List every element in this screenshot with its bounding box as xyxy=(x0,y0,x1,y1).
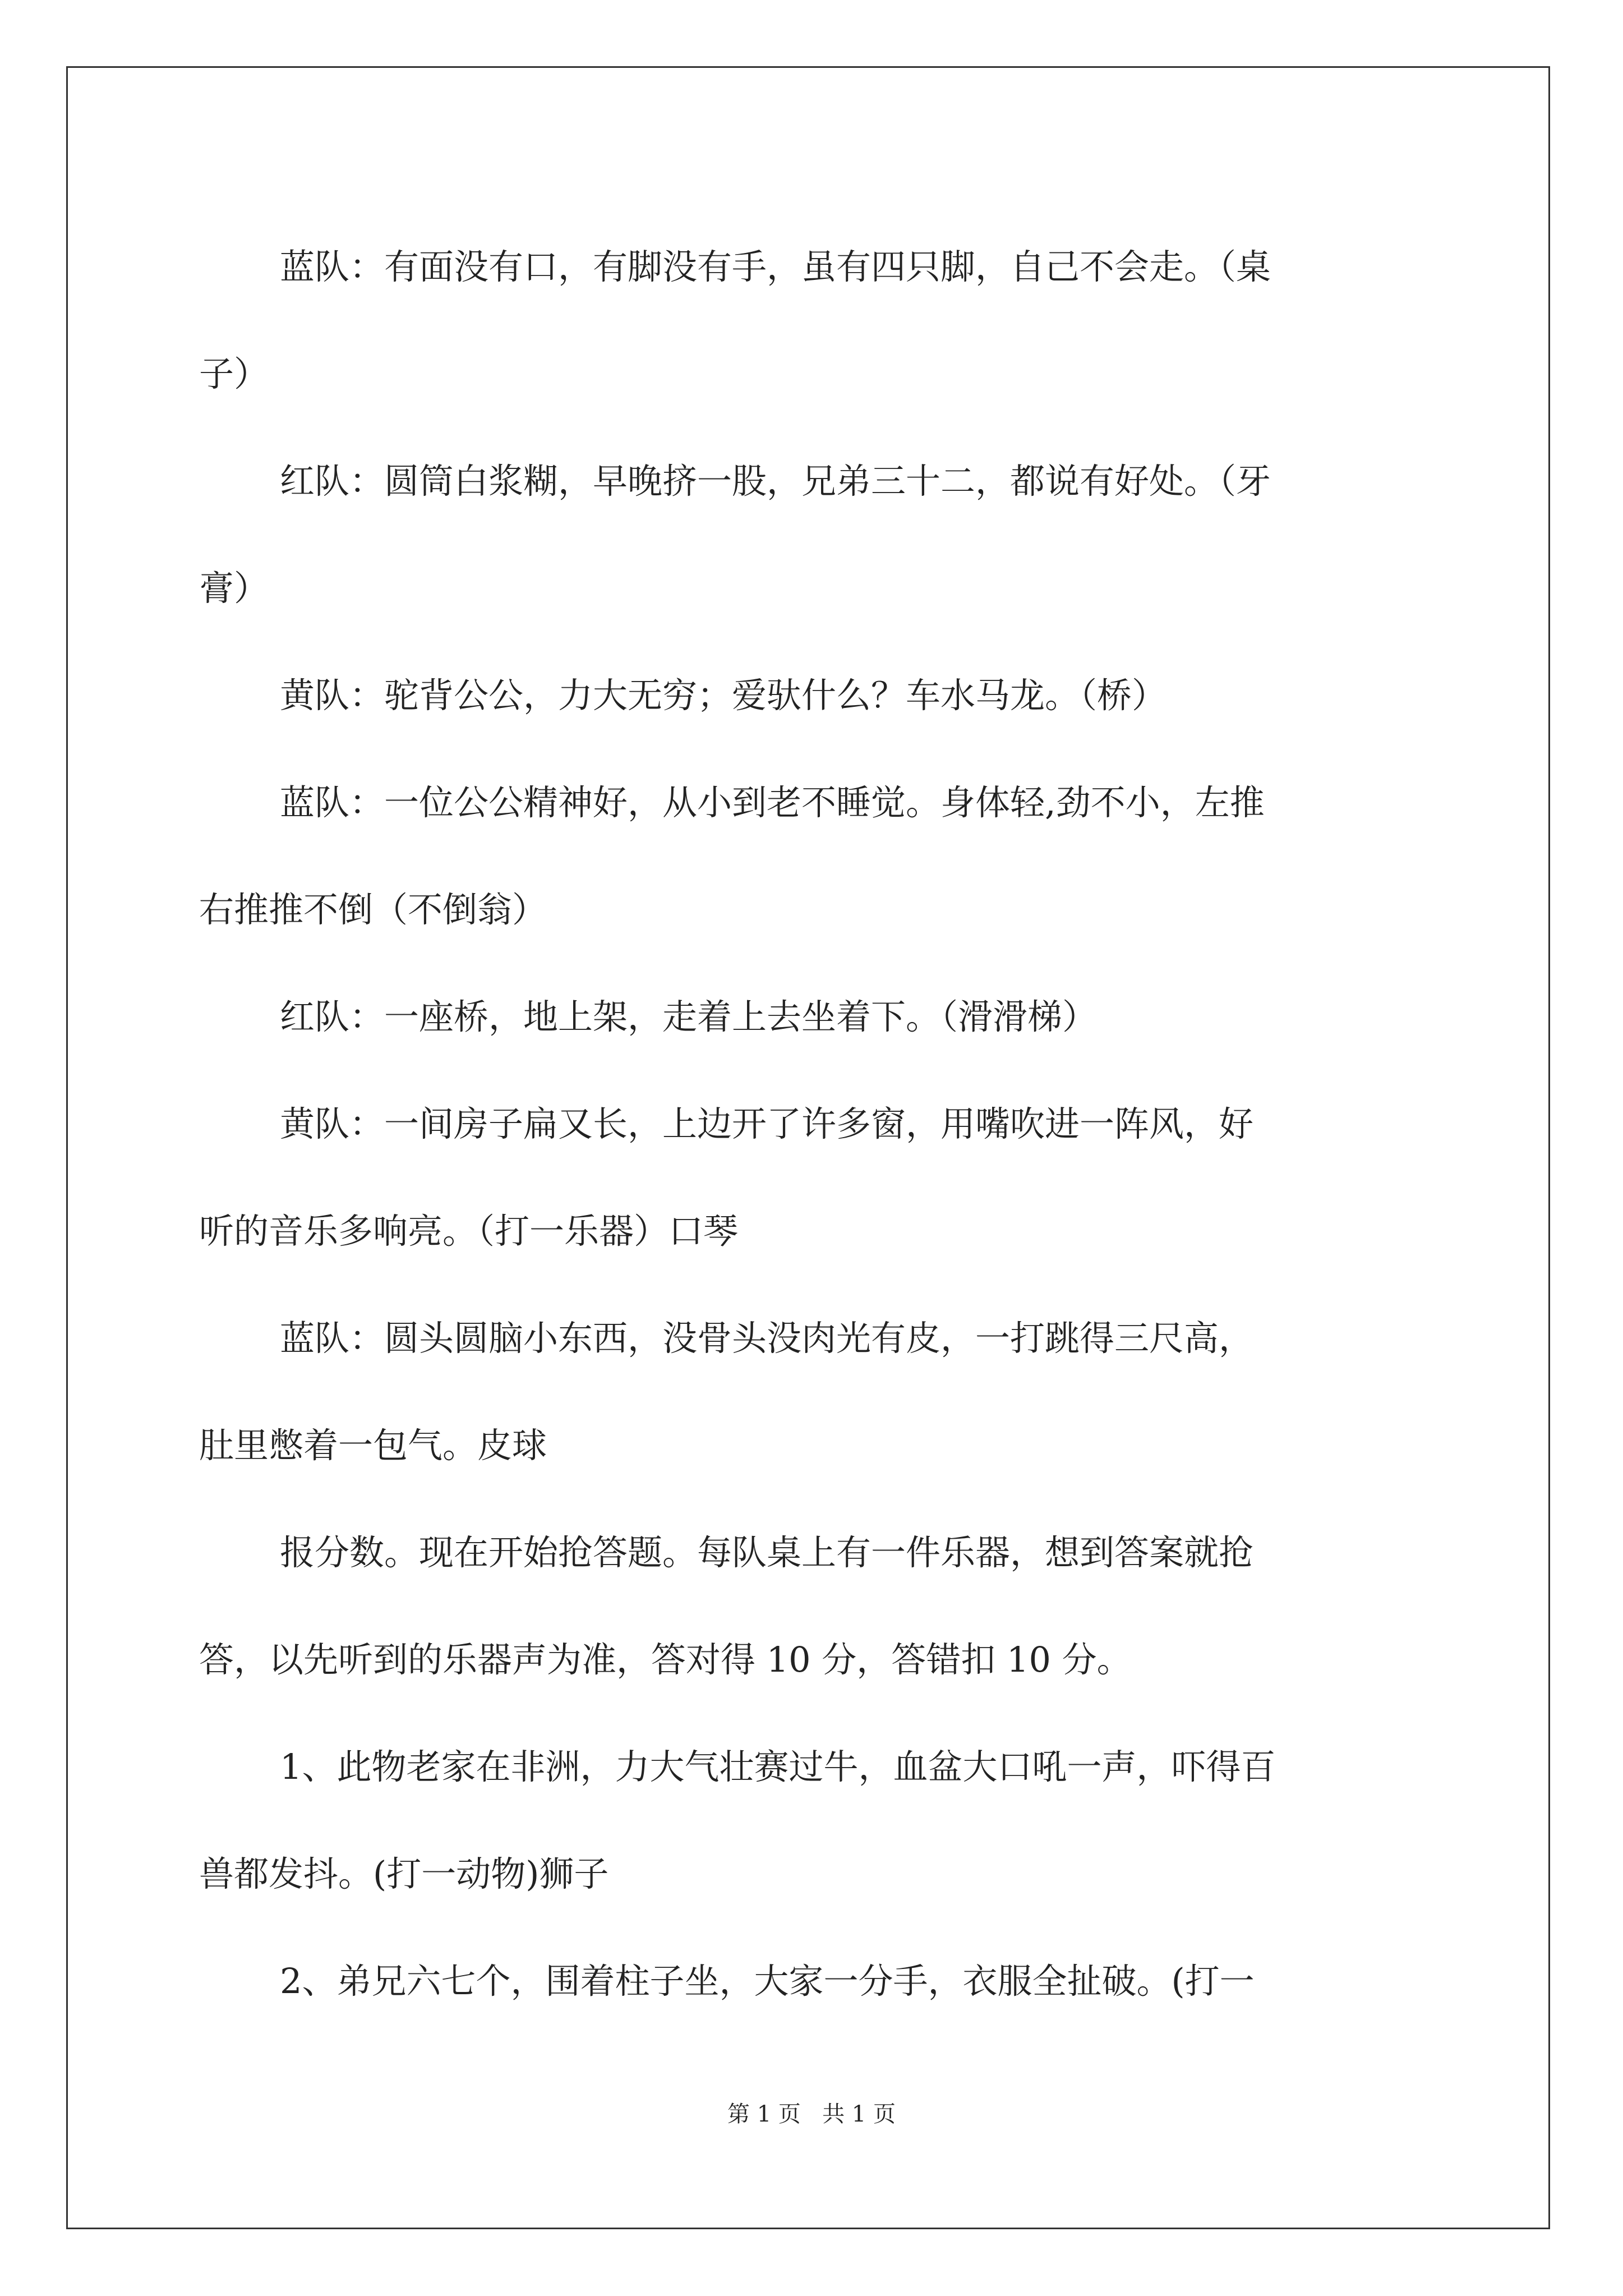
text-line: 膏） xyxy=(199,568,269,609)
paragraph xyxy=(199,427,1427,642)
paragraph xyxy=(199,642,1427,749)
text-line: 蓝队：一位公公精神好，从小到老不睡觉。身体轻,劲不小，左推 xyxy=(280,782,1265,823)
text-line: 子） xyxy=(199,353,269,394)
text-line: 红队：圆筒白浆糊，早晚挤一股，兄弟三十二，都说有好处。（牙 xyxy=(280,461,1271,501)
paragraph xyxy=(199,1070,1427,1285)
page-footer: 第 1 页 共 1 页 xyxy=(727,2101,896,2127)
text-line: 兽都发抖。(打一动物)狮子 xyxy=(199,1853,609,1894)
text-line: 右推推不倒（不倒翁） xyxy=(199,889,547,930)
paragraph xyxy=(199,1713,1427,1927)
text-line: 听的音乐多响亮。（打一乐器）口琴 xyxy=(199,1211,739,1251)
paragraph xyxy=(199,1499,1427,1713)
text-line: 黄队：一间房子扁又长，上边开了许多窗，用嘴吹进一阵风，好 xyxy=(280,1103,1254,1144)
paragraph xyxy=(199,1285,1427,1499)
text-line: 红队：一座桥，地上架，走着上去坐着下。（滑滑梯） xyxy=(280,996,1098,1037)
text-line: 黄队：驼背公公，力大无穷；爱驮什么？车水马龙。（桥） xyxy=(280,675,1167,716)
paragraph xyxy=(199,749,1427,963)
text-line: 2、弟兄六七个，围着柱子坐，大家一分手，衣服全扯破。(打一 xyxy=(280,1961,1255,2001)
text-line: 蓝队：圆头圆脑小东西，没骨头没肉光有皮，一打跳得三尺高， xyxy=(280,1318,1254,1359)
text-line: 1、此物老家在非洲，力大气壮赛过牛，血盆大口吼一声，吓得百 xyxy=(280,1746,1276,1787)
paragraph xyxy=(199,1927,1427,2035)
document-body xyxy=(199,213,1427,2035)
paragraph xyxy=(199,213,1427,427)
paragraph xyxy=(199,963,1427,1070)
text-line: 答，以先听到的乐器声为准，答对得 10 分，答错扣 10 分。 xyxy=(199,1639,1132,1680)
text-line: 蓝队：有面没有口，有脚没有手，虽有四只脚，自己不会走。（桌 xyxy=(280,246,1271,287)
text-line: 肚里憋着一包气。皮球 xyxy=(199,1425,547,1466)
text-line: 报分数。现在开始抢答题。每队桌上有一件乐器，想到答案就抢 xyxy=(280,1532,1254,1573)
